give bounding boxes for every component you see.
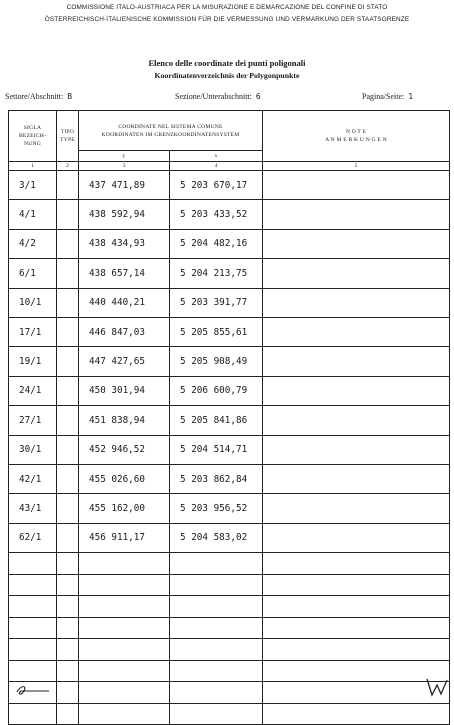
sigla-cell xyxy=(9,574,57,596)
document-title-italian: Elenco delle coordinate dei punti poligonali xyxy=(148,58,306,68)
note-cell xyxy=(263,617,450,639)
empty-table-row xyxy=(9,639,450,661)
empty-table-row xyxy=(9,596,450,618)
table-row xyxy=(9,171,450,200)
sezione-field xyxy=(175,92,261,101)
tipo-cell xyxy=(57,229,79,258)
x-coordinate-cell: 5 206 600,79 xyxy=(170,376,263,405)
sigla-cell: 4/2 xyxy=(9,229,57,258)
sigla-cell: 3/1 xyxy=(9,171,57,200)
sigla-cell: 10/1 xyxy=(9,288,57,317)
table-row xyxy=(9,376,450,405)
empty-table-row xyxy=(9,553,450,575)
sigla-cell xyxy=(9,553,57,575)
tipo-cell xyxy=(57,288,79,317)
table-row xyxy=(9,494,450,523)
note-cell xyxy=(263,200,450,229)
commission-header-german: ÖSTERREICHISCH-ITALIENISCHE KOMMISSION FÜR DIE VERMESSUNG UND VERMARKUNG DER STAATSGRENZE xyxy=(44,16,410,23)
pagina-field xyxy=(362,92,413,101)
tipo-cell xyxy=(57,376,79,405)
note-cell xyxy=(263,259,450,288)
tipo-header: TIPO TYPE xyxy=(57,111,79,162)
table-row xyxy=(9,317,450,346)
tipo-cell xyxy=(57,259,79,288)
coordinates-table xyxy=(8,110,450,725)
note-cell xyxy=(263,288,450,317)
settore-label: Settore/Abschnitt: xyxy=(5,92,64,101)
tipo-cell xyxy=(57,574,79,596)
tipo-cell xyxy=(57,464,79,493)
sigla-cell: 27/1 xyxy=(9,406,57,435)
document-title-german: Koordinatenverzeichnis der Polygonpunkte xyxy=(154,71,300,80)
sigla-cell: 17/1 xyxy=(9,317,57,346)
note-cell xyxy=(263,376,450,405)
note-cell xyxy=(263,596,450,618)
note-cell xyxy=(263,523,450,552)
tipo-cell xyxy=(57,660,79,682)
table-row xyxy=(9,288,450,317)
sigla-cell: 62/1 xyxy=(9,523,57,552)
note-cell xyxy=(263,317,450,346)
y-coordinate-cell: 456 911,17 xyxy=(79,523,170,552)
y-coordinate-cell: 450 301,94 xyxy=(79,376,170,405)
column-number: 3 xyxy=(79,162,170,171)
y-column-header: y xyxy=(79,151,170,162)
tipo-cell xyxy=(57,596,79,618)
x-coordinate-cell: 5 203 391,77 xyxy=(170,288,263,317)
handwritten-initial-left xyxy=(15,683,51,697)
tipo-cell xyxy=(57,317,79,346)
note-cell xyxy=(263,639,450,661)
y-coordinate-cell xyxy=(79,660,170,682)
empty-table-row xyxy=(9,574,450,596)
note-cell xyxy=(263,406,450,435)
table-row xyxy=(9,523,450,552)
column-number-row xyxy=(9,162,450,171)
y-coordinate-cell: 455 026,60 xyxy=(79,464,170,493)
note-cell xyxy=(263,660,450,682)
sigla-cell: 6/1 xyxy=(9,259,57,288)
y-coordinate-cell xyxy=(79,596,170,618)
pagina-value: 1 xyxy=(408,92,414,101)
x-coordinate-cell: 5 205 841,86 xyxy=(170,406,263,435)
column-number: 1 xyxy=(9,162,57,171)
notes-header: N O T E A N M E R K U N G E N xyxy=(263,111,450,162)
column-number: 5 xyxy=(263,162,450,171)
sigla-cell: 24/1 xyxy=(9,376,57,405)
table-header-row xyxy=(9,111,450,151)
table-row xyxy=(9,347,450,376)
y-coordinate-cell xyxy=(79,639,170,661)
sigla-cell: 30/1 xyxy=(9,435,57,464)
note-cell xyxy=(263,435,450,464)
x-coordinate-cell xyxy=(170,639,263,661)
note-cell xyxy=(263,553,450,575)
x-coordinate-cell xyxy=(170,660,263,682)
handwritten-initial-right xyxy=(424,676,450,698)
sigla-cell: 42/1 xyxy=(9,464,57,493)
tipo-cell xyxy=(57,617,79,639)
x-coordinate-cell: 5 204 514,71 xyxy=(170,435,263,464)
note-cell xyxy=(263,574,450,596)
note-cell xyxy=(263,464,450,493)
sigla-cell xyxy=(9,639,57,661)
column-number: 2 xyxy=(57,162,79,171)
tipo-cell xyxy=(57,523,79,552)
y-coordinate-cell xyxy=(79,574,170,596)
x-coordinate-cell xyxy=(170,617,263,639)
sigla-cell xyxy=(9,596,57,618)
column-number: 4 xyxy=(170,162,263,171)
sigla-cell xyxy=(9,660,57,682)
table-row xyxy=(9,435,450,464)
note-cell xyxy=(263,703,450,725)
sigla-cell: 4/1 xyxy=(9,200,57,229)
x-coordinate-cell xyxy=(170,596,263,618)
y-coordinate-cell: 437 471,89 xyxy=(79,171,170,200)
y-coordinate-cell xyxy=(79,553,170,575)
x-coordinate-cell: 5 203 862,84 xyxy=(170,464,263,493)
tipo-cell xyxy=(57,406,79,435)
table-row xyxy=(9,406,450,435)
tipo-cell xyxy=(57,494,79,523)
y-coordinate-cell xyxy=(79,703,170,725)
x-coordinate-cell: 5 204 482,16 xyxy=(170,229,263,258)
x-coordinate-cell xyxy=(170,703,263,725)
table-row xyxy=(9,259,450,288)
tipo-cell xyxy=(57,435,79,464)
sigla-cell: 19/1 xyxy=(9,347,57,376)
x-coordinate-cell: 5 205 855,61 xyxy=(170,317,263,346)
y-coordinate-cell: 455 162,00 xyxy=(79,494,170,523)
x-coordinate-cell: 5 204 583,02 xyxy=(170,523,263,552)
settore-field xyxy=(5,92,72,101)
x-coordinate-cell: 5 203 956,52 xyxy=(170,494,263,523)
y-coordinate-cell: 451 838,94 xyxy=(79,406,170,435)
x-coordinate-cell xyxy=(170,574,263,596)
sigla-cell xyxy=(9,703,57,725)
y-coordinate-cell: 440 440,21 xyxy=(79,288,170,317)
y-coordinate-cell: 438 434,93 xyxy=(79,229,170,258)
y-coordinate-cell: 446 847,03 xyxy=(79,317,170,346)
commission-header-italian: COMMISSIONE ITALO-AUSTRIACA PER LA MISURAZIONE E DEMARCAZIONE DEL CONFINE DI STATO xyxy=(66,4,388,11)
empty-table-row xyxy=(9,703,450,725)
sigla-header: SIGLA BEZEICH- NUNG xyxy=(9,111,57,162)
note-cell xyxy=(263,229,450,258)
y-coordinate-cell: 438 592,94 xyxy=(79,200,170,229)
y-coordinate-cell: 438 657,14 xyxy=(79,259,170,288)
x-coordinate-cell: 5 203 670,17 xyxy=(170,171,263,200)
sigla-cell xyxy=(9,617,57,639)
table-row xyxy=(9,464,450,493)
tipo-cell xyxy=(57,347,79,376)
table-row xyxy=(9,200,450,229)
x-column-header: x xyxy=(170,151,263,162)
tipo-cell xyxy=(57,553,79,575)
empty-table-row xyxy=(9,660,450,682)
tipo-cell xyxy=(57,703,79,725)
x-coordinate-cell: 5 204 213,75 xyxy=(170,259,263,288)
tipo-cell xyxy=(57,171,79,200)
sezione-value: 6 xyxy=(255,92,261,101)
sigla-cell: 43/1 xyxy=(9,494,57,523)
y-coordinate-cell: 452 946,52 xyxy=(79,435,170,464)
x-coordinate-cell: 5 203 433,52 xyxy=(170,200,263,229)
tipo-cell xyxy=(57,639,79,661)
table-row xyxy=(9,229,450,258)
empty-table-row xyxy=(9,617,450,639)
note-cell xyxy=(263,171,450,200)
coordinates-header: COORDINATE NEL SISTEMA COMUNE KOORDINATEN IM GRENZKOORDINATENSYSTEM xyxy=(79,111,263,151)
x-coordinate-cell xyxy=(170,553,263,575)
y-coordinate-cell: 447 427,65 xyxy=(79,347,170,376)
tipo-cell xyxy=(57,200,79,229)
x-coordinate-cell: 5 205 908,49 xyxy=(170,347,263,376)
sezione-label: Sezione/Unterabschnitt: xyxy=(175,92,252,101)
pagina-label: Pagina/Seite: xyxy=(362,92,405,101)
settore-value: B xyxy=(67,92,73,101)
note-cell xyxy=(263,347,450,376)
y-coordinate-cell xyxy=(79,617,170,639)
note-cell xyxy=(263,494,450,523)
